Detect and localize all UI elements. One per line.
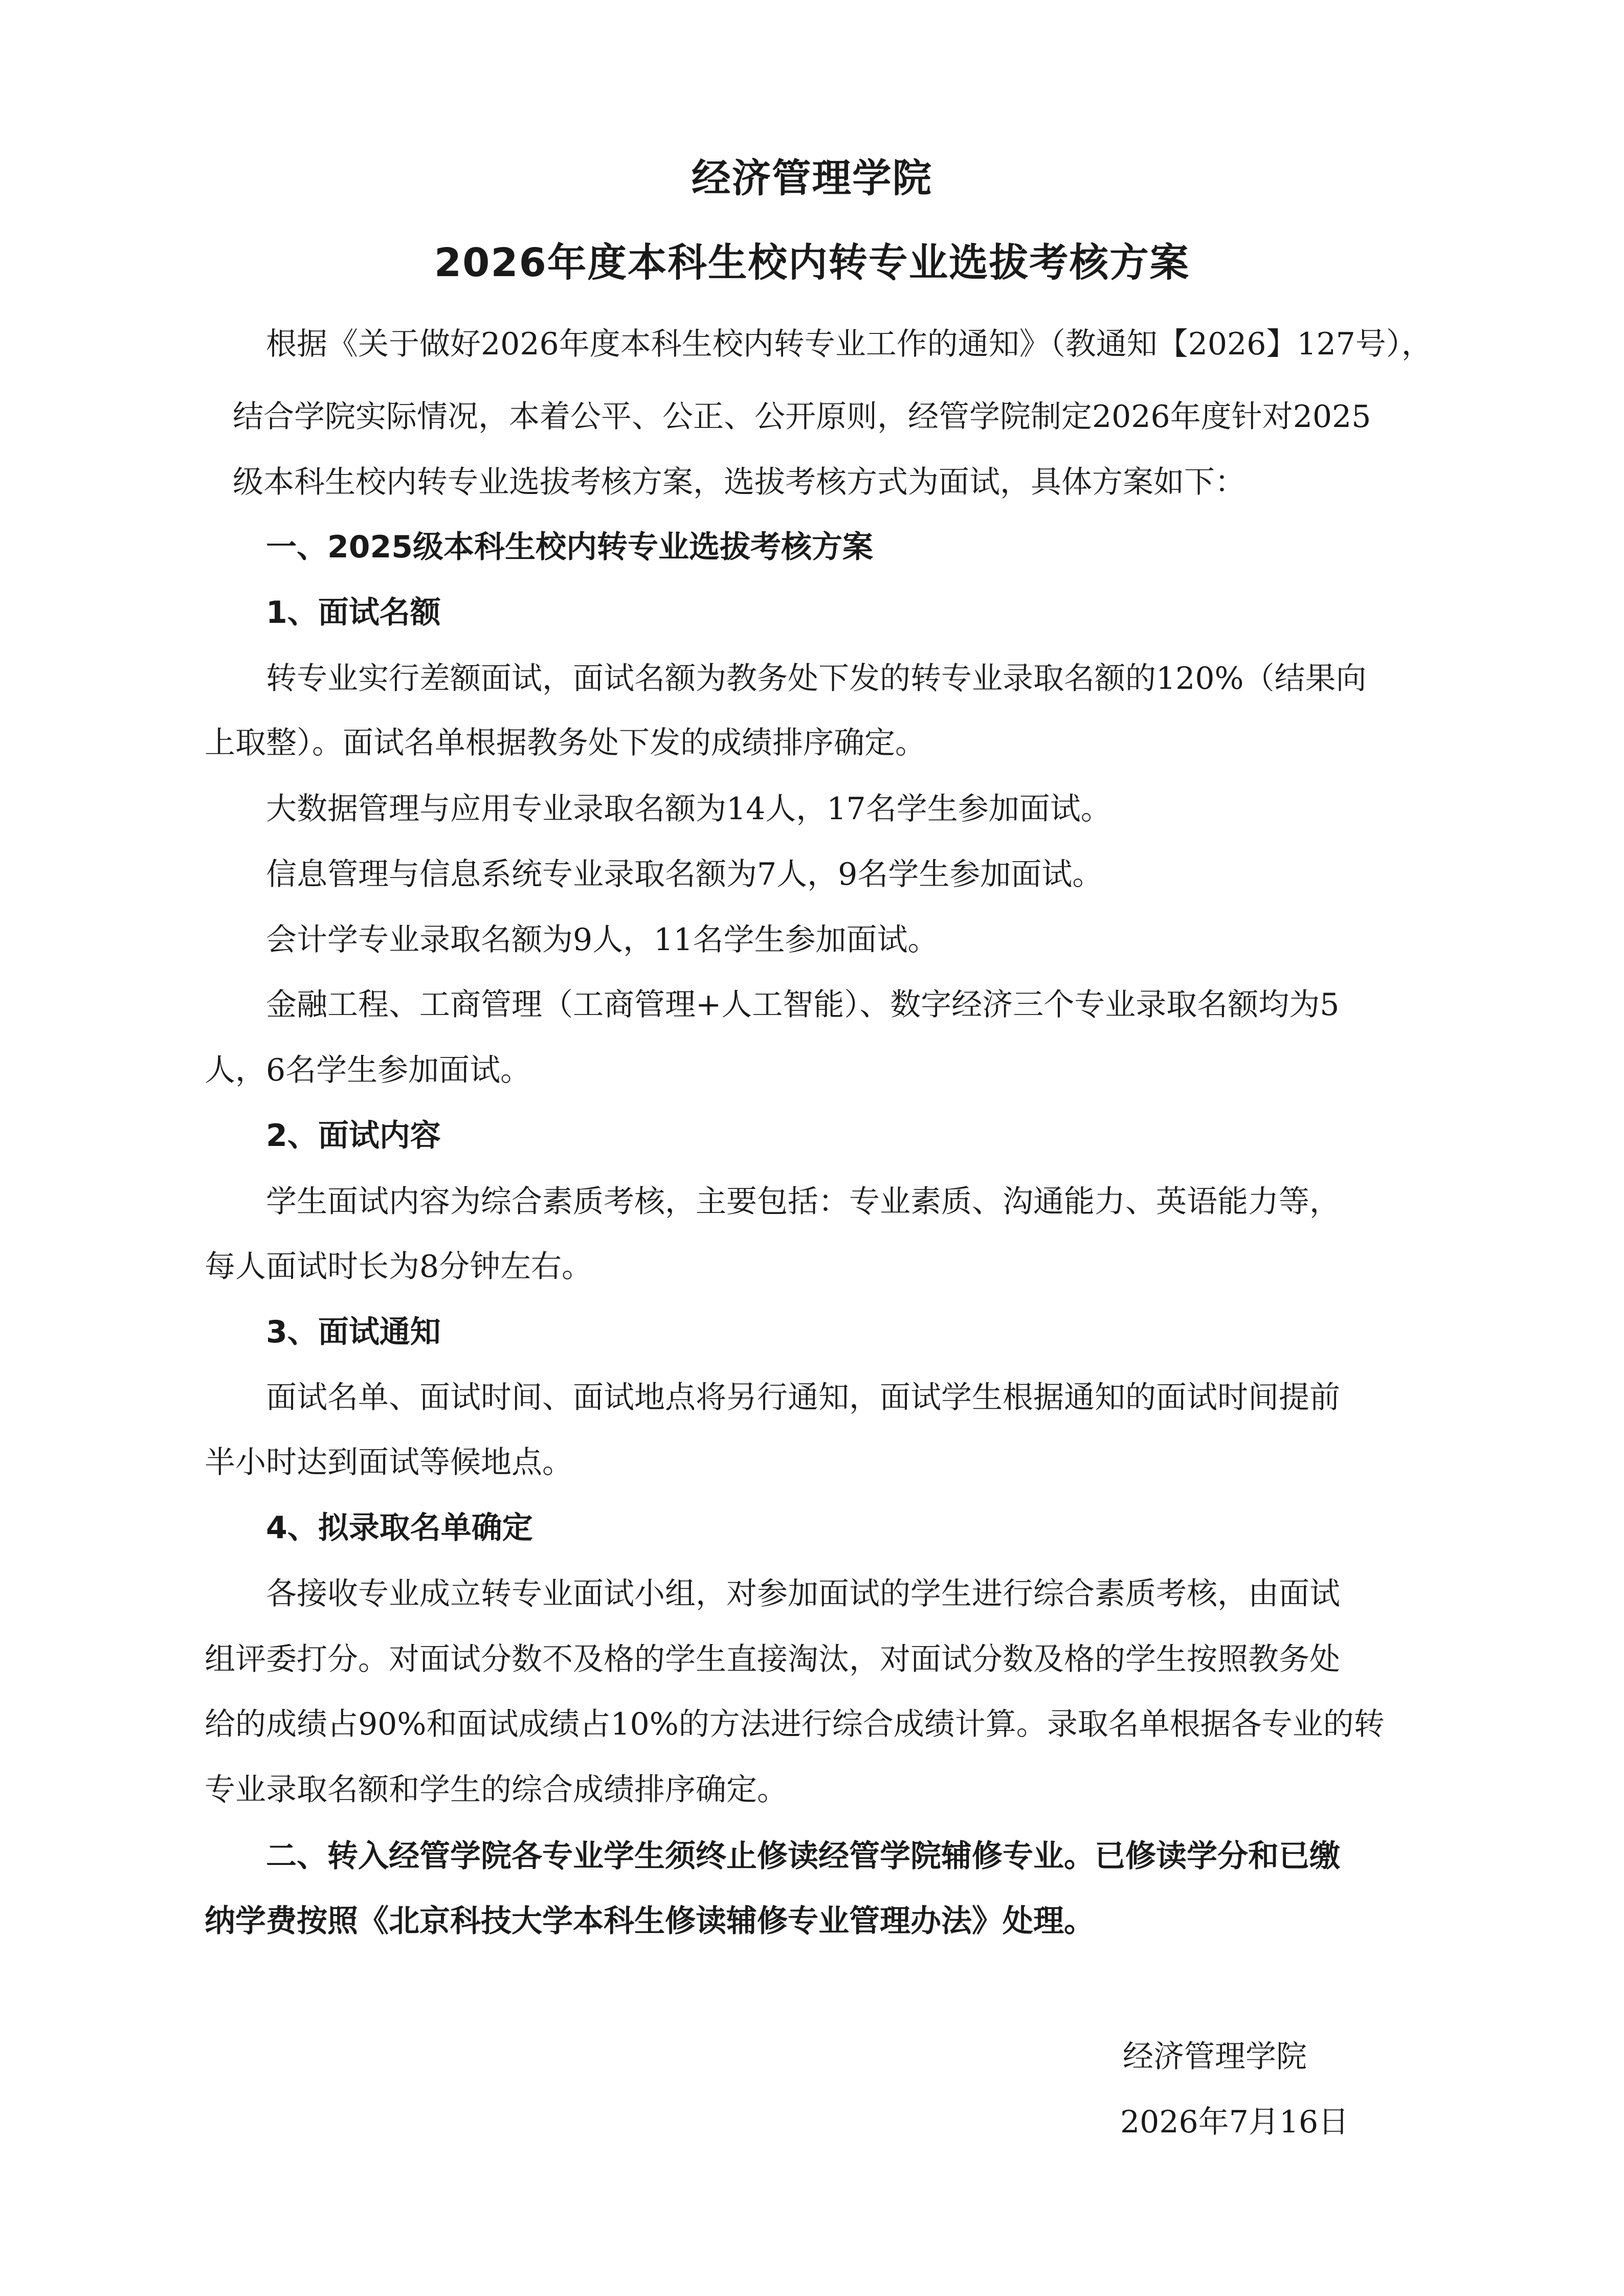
sub-4-para-line-4: 专业录取名额和学生的综合成绩排序确定。 — [205, 1772, 788, 1808]
quota-bigdata: 大数据管理与应用专业录取名额为14人，17名学生参加面试。 — [266, 791, 1111, 827]
sub-3-heading: 3、面试通知 — [266, 1314, 441, 1350]
signature-date: 2026年7月16日 — [1120, 2104, 1349, 2140]
sub-2-heading: 2、面试内容 — [266, 1118, 441, 1154]
sub-3-para-line-1: 面试名单、面试时间、面试地点将另行通知，面试学生根据通知的面试时间提前 — [266, 1380, 1340, 1415]
quota-finance-line-2: 人，6名学生参加面试。 — [205, 1052, 531, 1088]
section-2-line-2: 纳学费按照《北京科技大学本科生修读辅修专业管理办法》处理。 — [205, 1903, 1095, 1939]
section-2-line-1: 二、转入经管学院各专业学生须终止修读经管学院辅修专业。已修读学分和已缴 — [266, 1838, 1340, 1874]
sub-1-para-line-1: 转专业实行差额面试，面试名额为教务处下发的转专业录取名额的120%（结果向 — [266, 661, 1367, 696]
sub-4-heading: 4、拟录取名单确定 — [266, 1510, 533, 1546]
document-title-org: 经济管理学院 — [691, 156, 933, 201]
sub-2-para-line-1: 学生面试内容为综合素质考核，主要包括：专业素质、沟通能力、英语能力等， — [266, 1184, 1340, 1220]
intro-line-3: 级本科生校内转专业选拔考核方案，选拔考核方式为面试，具体方案如下： — [233, 464, 1245, 500]
sub-2-para-line-2: 每人面试时长为8分钟左右。 — [205, 1249, 593, 1285]
quota-accounting: 会计学专业录取名额为9人，11名学生参加面试。 — [266, 922, 939, 958]
sub-1-para-line-2: 上取整）。面试名单根据教务处下发的成绩排序确定。 — [205, 725, 926, 761]
sub-3-para-line-2: 半小时达到面试等候地点。 — [205, 1445, 573, 1480]
section-1-heading: 一、2025级本科生校内转专业选拔考核方案 — [266, 529, 873, 565]
intro-line-2: 结合学院实际情况，本着公平、公正、公开原则，经管学院制定2026年度针对2025 — [233, 399, 1371, 435]
signature-org: 经济管理学院 — [1123, 2039, 1307, 2075]
quota-finance-line-1: 金融工程、工商管理（工商管理+人工智能）、数字经济三个专业录取名额均为5 — [266, 987, 1340, 1023]
sub-4-para-line-3: 给的成绩占90%和面试成绩占10%的方法进行综合成绩计算。录取名单根据各专业的转 — [205, 1706, 1385, 1742]
sub-4-para-line-2: 组评委打分。对面试分数不及格的学生直接淘汰，对面试分数及格的学生按照教务处 — [205, 1641, 1340, 1677]
quota-info-systems: 信息管理与信息系统专业录取名额为7人，9名学生参加面试。 — [266, 857, 1103, 892]
sub-4-para-line-1: 各接收专业成立转专业面试小组，对参加面试的学生进行综合素质考核，由面试 — [266, 1576, 1340, 1612]
intro-line-1: 根据《关于做好2026年度本科生校内转专业工作的通知》（教通知【2026】127号）， — [266, 326, 1432, 362]
document-title-main: 2026年度本科生校内转专业选拔考核方案 — [434, 240, 1190, 286]
sub-1-heading: 1、面试名额 — [266, 595, 441, 631]
